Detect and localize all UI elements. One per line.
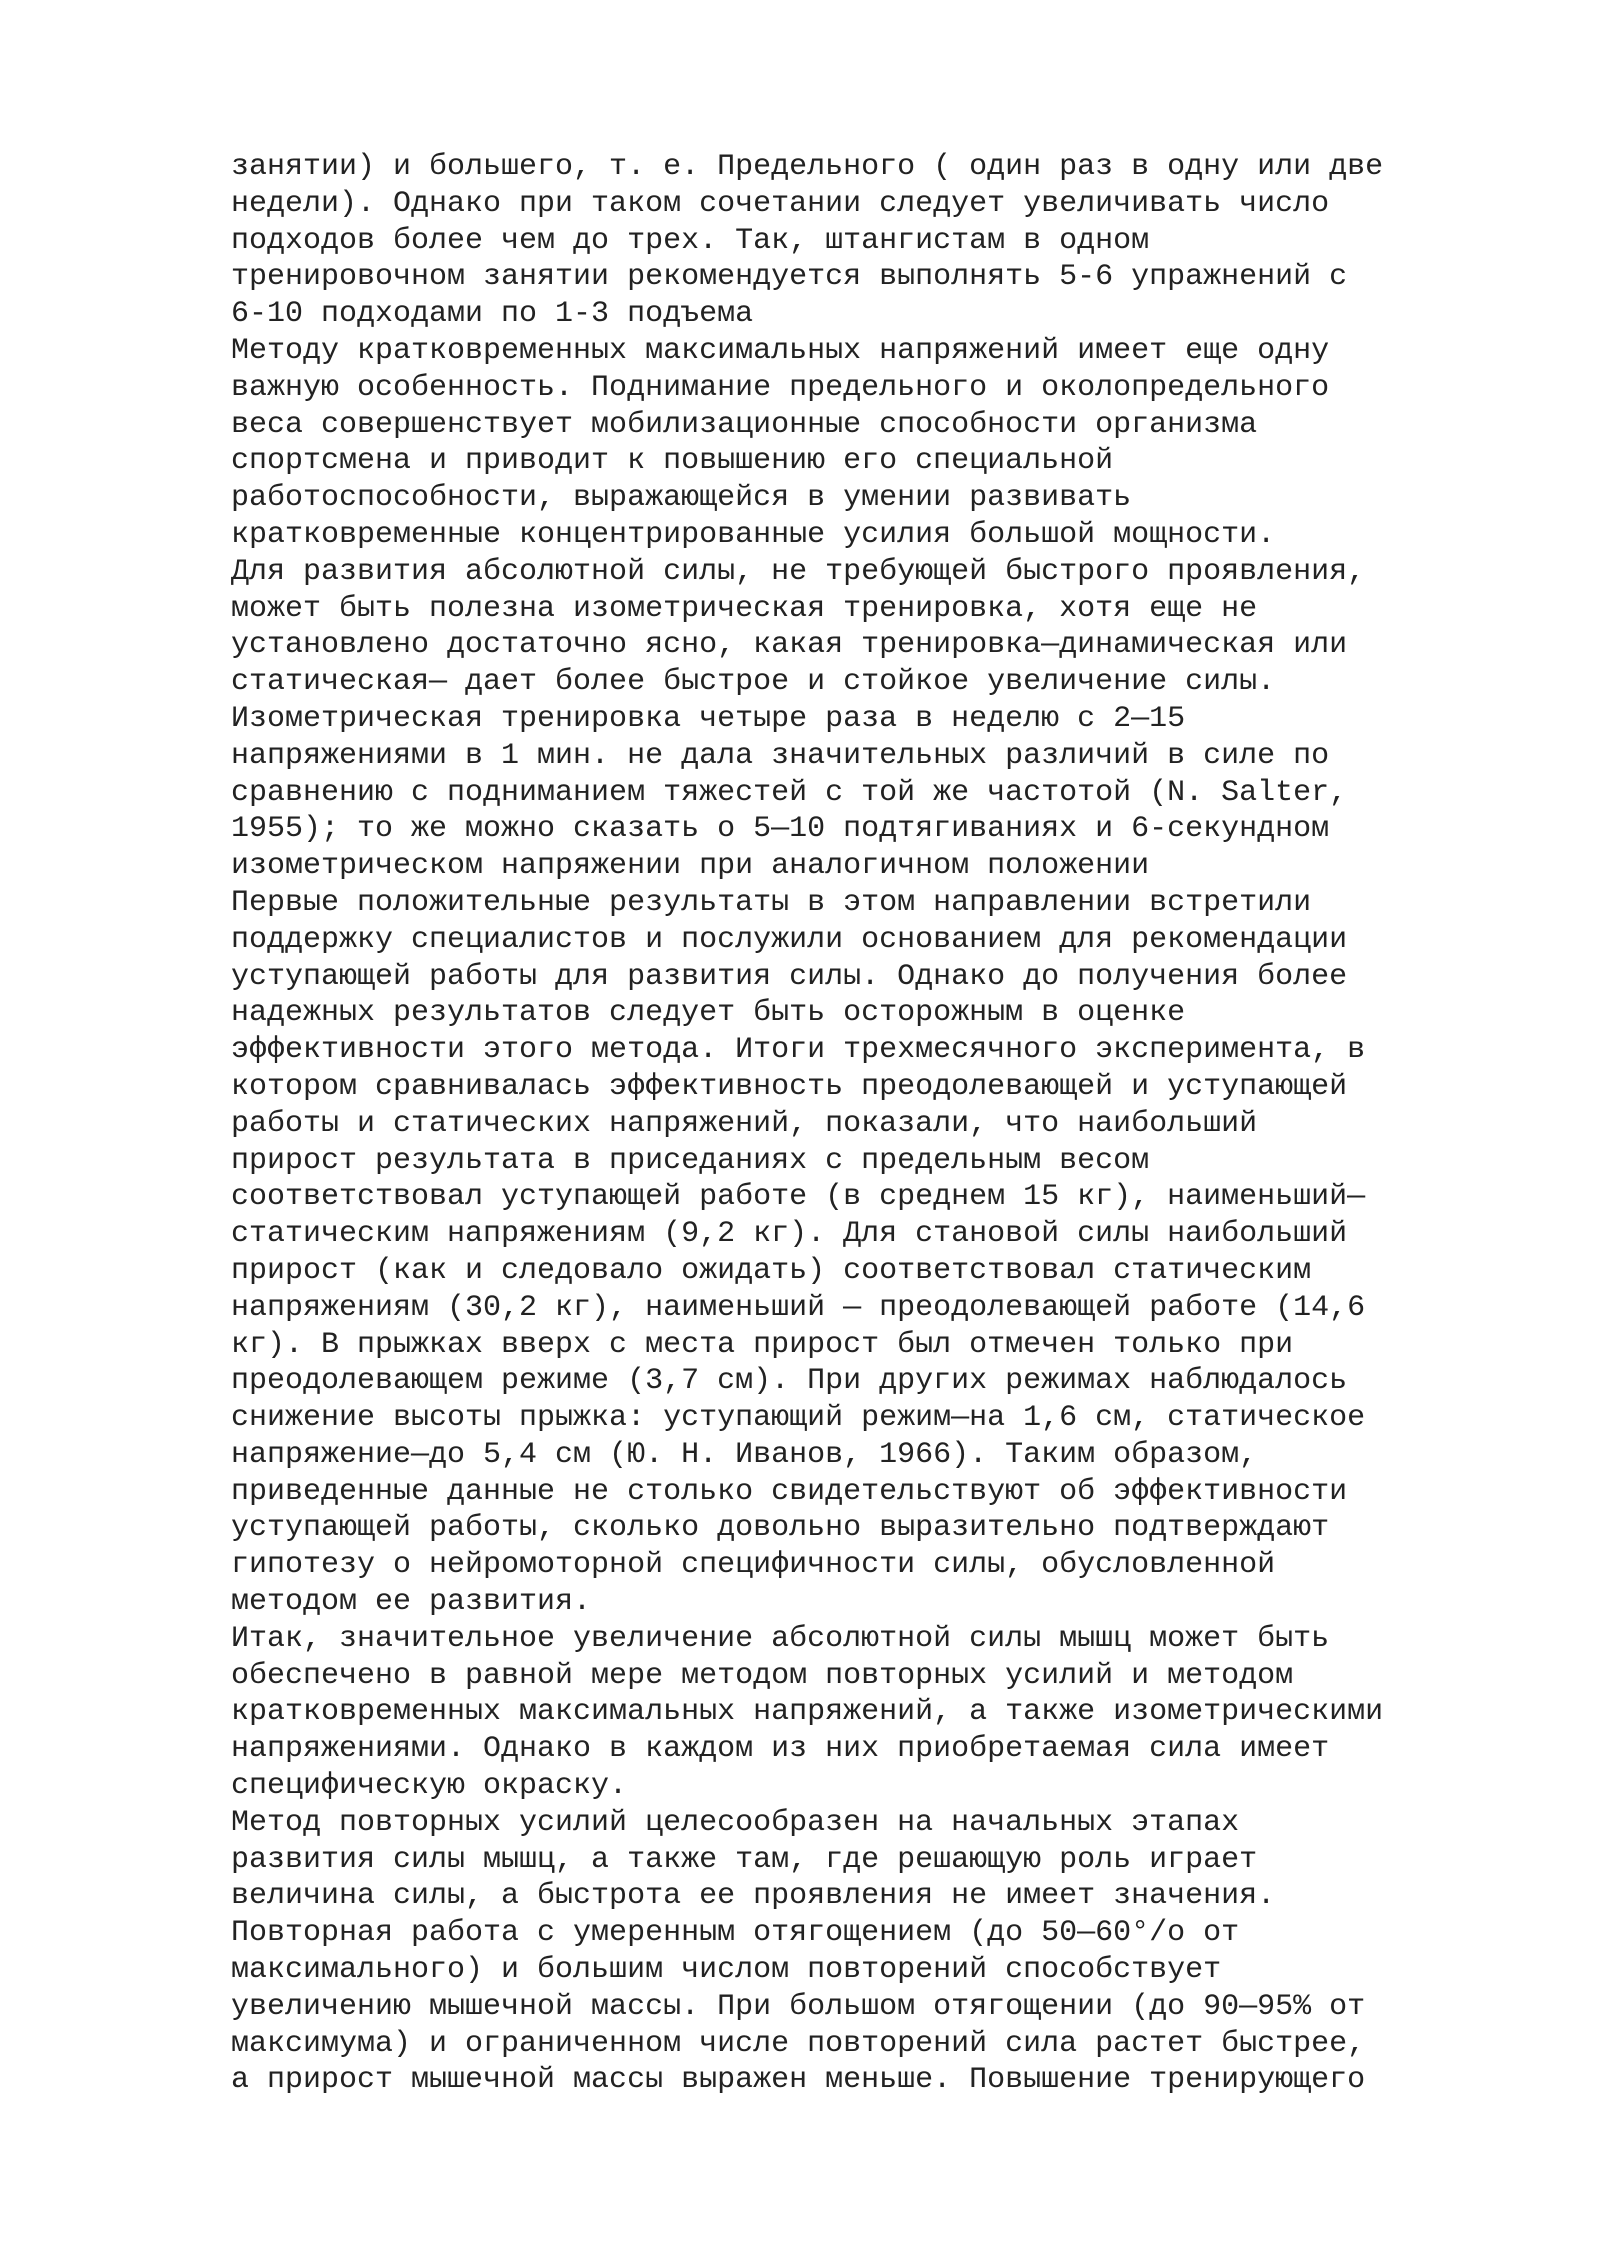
text-line: уступающей работы, сколько довольно выразительно подтверждают	[231, 1511, 1330, 1546]
text-line: Методу кратковременных максимальных напряжений имеет еще одну	[231, 333, 1330, 368]
text-line: а прирост мышечной массы выражен меньше. Повышение тренирующего	[231, 2063, 1366, 2098]
text-line: прирост (как и следовало ожидать) соответствовал статическим	[231, 1253, 1312, 1288]
text-line: напряжение—до 5,4 см (Ю. Н. Иванов, 1966). Таким образом,	[231, 1437, 1258, 1472]
text-line: статическим напряжениям (9,2 кг). Для становой силы наибольший	[231, 1217, 1348, 1252]
text-line: подходов более чем до трех. Так, штангистам в одном	[231, 223, 1150, 258]
text-line: методом ее развития.	[231, 1585, 592, 1620]
text-line: Итак, значительное увеличение абсолютной силы мышц может быть	[231, 1621, 1330, 1656]
text-line: Для развития абсолютной силы, не требующей быстрого проявления,	[231, 554, 1366, 589]
text-line: статическая— дает более быстрое и стойкое увеличение силы.	[231, 665, 1276, 700]
text-line: 6-10 подходами по 1-3 подъема	[231, 297, 754, 332]
text-line: сравнению с подниманием тяжестей с той же частотой (N. Salter,	[231, 775, 1348, 810]
text-line: максимального) и большим числом повторений способствует	[231, 1953, 1222, 1988]
text-line: спортсмена и приводит к повышению его специальной	[231, 444, 1114, 479]
body-text	[231, 149, 1531, 2099]
text-line: 1955); то же можно сказать о 5—10 подтягиваниях и 6-секундном	[231, 812, 1330, 847]
text-line: эффективности этого метода. Итоги трехмесячного эксперимента, в	[231, 1033, 1366, 1068]
text-line: установлено достаточно ясно, какая тренировка—динамическая или	[231, 628, 1348, 663]
text-line: кратковременных максимальных напряжений, а также изометрическими	[231, 1695, 1384, 1730]
text-line: котором сравнивалась эффективность преодолевающей и уступающей	[231, 1069, 1348, 1104]
text-line: занятии) и большего, т. е. Предельного ( один раз в одну или две	[231, 150, 1384, 184]
text-line: гипотезу о нейромоторной специфичности силы, обусловленной	[231, 1548, 1276, 1583]
text-line: напряжениями в 1 мин. не дала значительных различий в силе по	[231, 738, 1330, 773]
text-line: снижение высоты прыжка: уступающий режим—на 1,6 см, статическое	[231, 1401, 1366, 1436]
text-line: величина силы, а быстрота ее проявления не имеет значения.	[231, 1879, 1276, 1914]
text-line: тренировочном занятии рекомендуется выполнять 5-6 упражнений с	[231, 260, 1348, 295]
text-line: напряжениями. Однако в каждом из них приобретаемая сила имеет	[231, 1732, 1330, 1767]
text-line: увеличению мышечной массы. При большом отягощении (до 90—95% от	[231, 1989, 1366, 2024]
text-line: недели). Однако при таком сочетании следует увеличивать число	[231, 186, 1330, 221]
text-line: обеспечено в равной мере методом повторных усилий и методом	[231, 1658, 1294, 1693]
text-line: кг). В прыжках вверх с места прирост был отмечен только при	[231, 1327, 1294, 1362]
text-line: поддержку специалистов и послужили основанием для рекомендации	[231, 922, 1348, 957]
text-line: максимума) и ограниченном числе повторений сила растет быстрее,	[231, 2026, 1366, 2061]
text-line: напряжениям (30,2 кг), наименьший — преодолевающей работе (14,6	[231, 1290, 1366, 1325]
text-line: Повторная работа с умеренным отягощением (до 50—60°/о от	[231, 1916, 1240, 1951]
text-line: Изометрическая тренировка четыре раза в неделю с 2—15	[231, 701, 1186, 736]
text-line: надежных результатов следует быть осторожным в оценке	[231, 996, 1186, 1031]
text-line: может быть полезна изометрическая тренировка, хотя еще не	[231, 591, 1258, 626]
text-line: приведенные данные не столько свидетельствуют об эффективности	[231, 1474, 1348, 1509]
text-line: Метод повторных усилий целесообразен на начальных этапах	[231, 1805, 1240, 1840]
text-line: работоспособности, выражающейся в умении развивать	[231, 481, 1132, 516]
text-line: важную особенность. Поднимание предельного и околопредельного	[231, 370, 1330, 405]
text-line: развития силы мышц, а также там, где решающую роль играет	[231, 1842, 1258, 1877]
text-line: изометрическом напряжении при аналогичном положении	[231, 849, 1150, 884]
text-line: работы и статических напряжений, показали, что наибольший	[231, 1106, 1258, 1141]
text-line: преодолевающем режиме (3,7 см). При других режимах наблюдалось	[231, 1364, 1348, 1399]
text-line: Первые положительные результаты в этом направлении встретили	[231, 885, 1312, 920]
text-line: соответствовал уступающей работе (в среднем 15 кг), наименьший—	[231, 1180, 1366, 1215]
text-line: уступающей работы для развития силы. Однако до получения более	[231, 959, 1348, 994]
text-line: кратковременные концентрированные усилия большой мощности.	[231, 517, 1276, 552]
text-line: веса совершенствует мобилизационные способности организма	[231, 407, 1258, 442]
text-line: специфическую окраску.	[231, 1769, 628, 1804]
text-line: прирост результата в приседаниях с предельным весом	[231, 1143, 1150, 1178]
